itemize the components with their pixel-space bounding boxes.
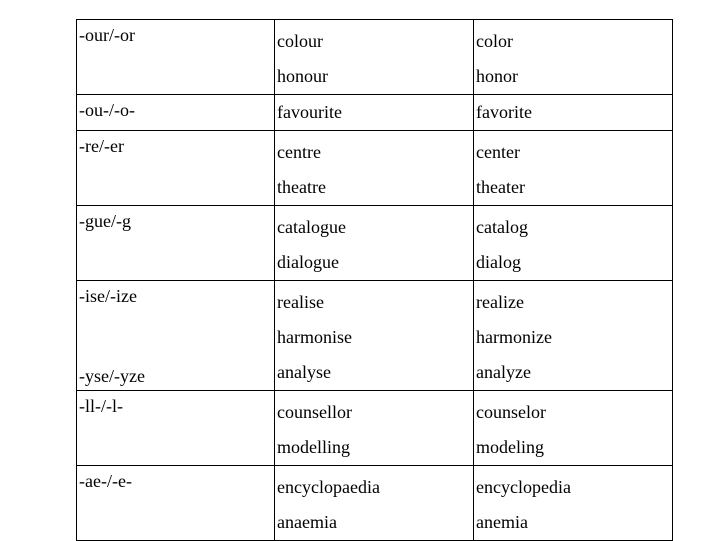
- table-row: [77, 95, 673, 131]
- british-cell: [275, 170, 474, 206]
- pattern-label: -ll-/-l-: [79, 396, 123, 416]
- british-word: harmonise: [277, 327, 352, 347]
- american-cell: [474, 391, 673, 431]
- british-word: catalogue: [277, 217, 346, 237]
- american-word: counselor: [476, 402, 546, 422]
- british-cell: [275, 95, 474, 131]
- table-row: [77, 20, 673, 60]
- spelling-comparison-table: [76, 19, 673, 541]
- pattern-cell: [77, 20, 275, 95]
- american-cell: [474, 170, 673, 206]
- pattern-label: -gue/-g: [79, 211, 131, 231]
- british-cell: [275, 466, 474, 506]
- british-cell: [275, 430, 474, 466]
- american-word: harmonize: [476, 327, 552, 347]
- british-cell: [275, 20, 474, 60]
- american-cell: [474, 320, 673, 355]
- american-cell: [474, 131, 673, 171]
- table-row: [77, 391, 673, 431]
- pattern-cell: [77, 355, 275, 391]
- british-cell: [275, 131, 474, 171]
- american-word: theater: [476, 177, 525, 197]
- table-row: [77, 206, 673, 246]
- american-word: realize: [476, 292, 524, 312]
- british-word: encyclopaedia: [277, 477, 380, 497]
- pattern-cell: [77, 95, 275, 131]
- british-word: dialogue: [277, 252, 339, 272]
- american-word: catalog: [476, 217, 528, 237]
- american-word: color: [476, 31, 513, 51]
- british-cell: [275, 281, 474, 321]
- british-cell: [275, 206, 474, 246]
- american-cell: [474, 20, 673, 60]
- pattern-label: -ou-/-o-: [79, 100, 135, 120]
- pattern-cell: [77, 466, 275, 541]
- american-cell: [474, 59, 673, 95]
- british-word: counsellor: [277, 402, 352, 422]
- american-word: honor: [476, 66, 518, 86]
- american-word: center: [476, 142, 520, 162]
- american-cell: [474, 466, 673, 506]
- british-word: analyse: [277, 362, 331, 382]
- american-cell: [474, 281, 673, 321]
- british-cell: [275, 245, 474, 281]
- table-row: [77, 131, 673, 171]
- british-word: favourite: [277, 102, 342, 122]
- american-cell: [474, 355, 673, 391]
- british-word: colour: [277, 31, 323, 51]
- american-cell: [474, 505, 673, 541]
- table-row: [77, 355, 673, 391]
- british-cell: [275, 355, 474, 391]
- american-word: anemia: [476, 512, 528, 532]
- table-row: [77, 281, 673, 321]
- pattern-label: -ise/-ize: [79, 286, 137, 306]
- british-cell: [275, 505, 474, 541]
- american-word: dialog: [476, 252, 521, 272]
- british-word: honour: [277, 66, 328, 86]
- british-word: theatre: [277, 177, 326, 197]
- british-cell: [275, 59, 474, 95]
- british-word: centre: [277, 142, 321, 162]
- british-word: modelling: [277, 437, 350, 457]
- american-word: analyze: [476, 362, 531, 382]
- pattern-cell: [77, 131, 275, 206]
- british-word: anaemia: [277, 512, 337, 532]
- pattern-cell: [77, 281, 275, 356]
- british-word: realise: [277, 292, 324, 312]
- pattern-label: -ae-/-e-: [79, 471, 132, 491]
- american-cell: [474, 245, 673, 281]
- pattern-cell: [77, 206, 275, 281]
- american-word: encyclopedia: [476, 477, 571, 497]
- pattern-cell: [77, 391, 275, 466]
- american-cell: [474, 206, 673, 246]
- american-cell: [474, 430, 673, 466]
- pattern-label: -re/-er: [79, 136, 124, 156]
- pattern-label: -our/-or: [79, 25, 135, 45]
- table-row: [77, 466, 673, 506]
- american-word: favorite: [476, 102, 532, 122]
- british-cell: [275, 391, 474, 431]
- pattern-label: -yse/-yze: [79, 366, 145, 386]
- american-word: modeling: [476, 437, 544, 457]
- american-cell: [474, 95, 673, 131]
- british-cell: [275, 320, 474, 355]
